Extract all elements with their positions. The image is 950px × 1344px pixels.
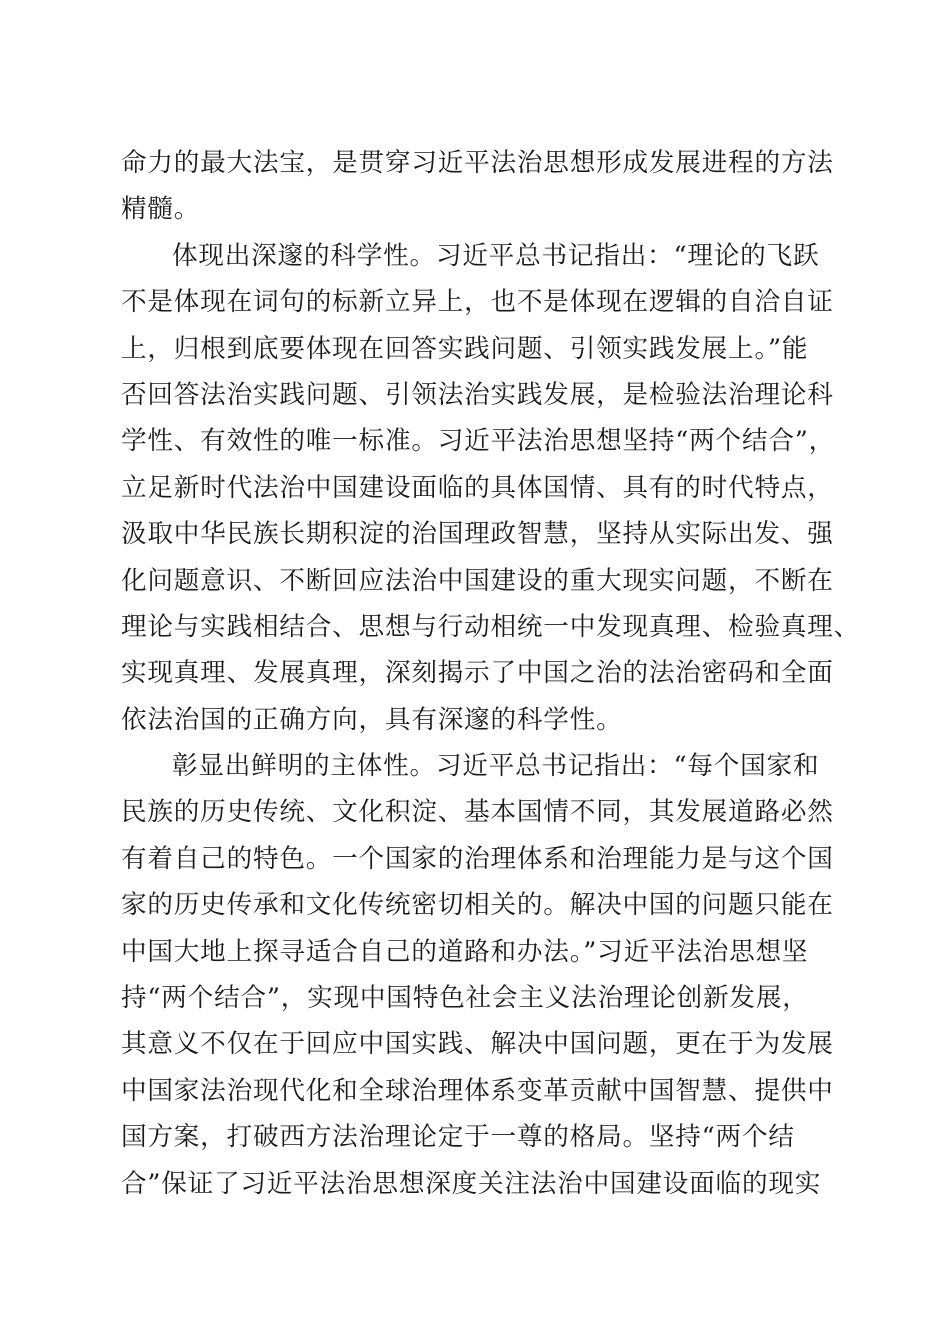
text-line: 实现真理、发展真理，深刻揭示了中国之治的法治密码和全面 (121, 658, 834, 689)
text-line: 持“两个结合”，实现中国特色社会主义法治理论创新发展， (121, 983, 809, 1014)
text-line: 否回答法治实践问题、引领法治实践发展，是检验法治理论科 (121, 379, 834, 410)
text-line: 民族的历史传统、文化积淀、基本国情不同，其发展道路必然 (121, 797, 834, 828)
text-line: 不是体现在词句的标新立异上，也不是体现在逻辑的自洽自证 (121, 287, 834, 318)
text-line: 精髓。 (121, 194, 201, 225)
text-line: 中国家法治现代化和全球治理体系变革贡献中国智慧、提供中 (121, 1075, 834, 1106)
text-line: 汲取中华民族长期积淀的治国理政智慧，坚持从实际出发、强 (121, 519, 834, 550)
text-line: 家的历史传承和文化传统密切相关的。解决中国的问题只能在 (121, 890, 834, 921)
text-line: 学性、有效性的唯一标准。习近平法治思想坚持“两个结合”， (121, 426, 836, 457)
text-line: 中国大地上探寻适合自己的道路和办法。”习近平法治思想坚 (121, 936, 809, 967)
body-text (121, 140, 861, 1207)
text-line: 有着自己的特色。一个国家的治理体系和治理能力是与这个国 (121, 843, 834, 874)
text-line: 国方案，打破西方法治理论定于一尊的格局。坚持“两个结 (121, 1122, 795, 1153)
text-line: 合”保证了习近平法治思想深度关注法治中国建设面临的现实 (121, 1168, 822, 1199)
text-line: 上，归根到底要体现在回答实践问题、引领实践发展上。”能 (121, 333, 809, 364)
text-line: 依法治国的正确方向，具有深邃的科学性。 (121, 704, 623, 735)
text-line: 化问题意识、不断回应法治中国建设的重大现实问题，不断在 (121, 565, 834, 596)
text-line: 立足新时代法治中国建设面临的具体国情、具有的时代特点， (121, 472, 834, 503)
text-line: 命力的最大法宝，是贯穿习近平法治思想形成发展进程的方法 (121, 148, 834, 178)
text-line: 其意义不仅在于回应中国实践、解决中国问题，更在于为发展 (121, 1029, 834, 1060)
paragraph-first-line: 彰显出鲜明的主体性。习近平总书记指出：“每个国家和 (172, 751, 820, 782)
paragraph-first-line: 体现出深邃的科学性。习近平总书记指出：“理论的飞跃 (172, 240, 820, 271)
text-line: 理论与实践相结合、思想与行动相统一中发现真理、检验真理、 (121, 611, 861, 642)
